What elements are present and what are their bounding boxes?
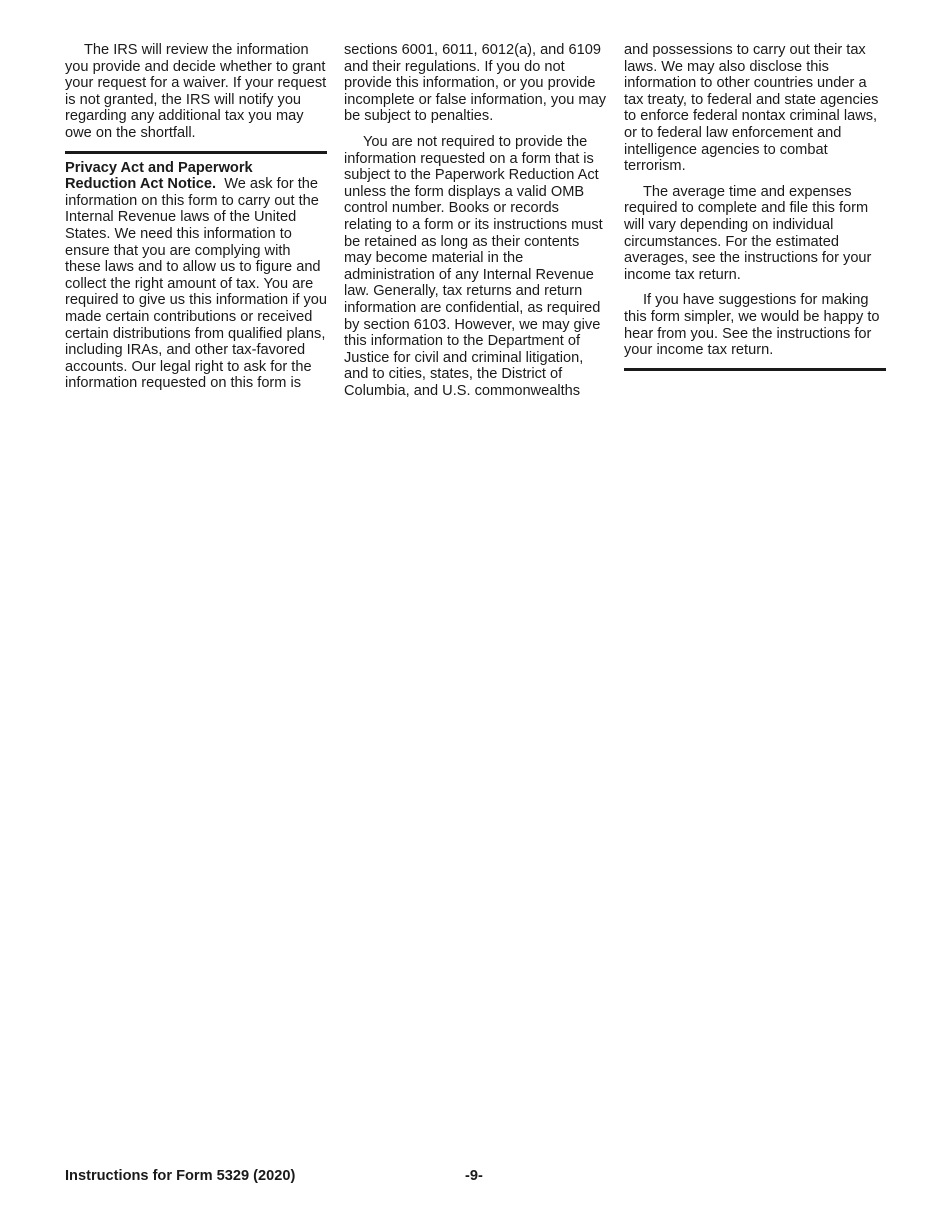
- privacy-act-paragraph: [65, 160, 327, 392]
- column-1: [65, 42, 327, 401]
- disclosure-continuation: and possessions to carry out their tax laws. We may also disclose this information to other countries under a tax treaty, to federal and state agencies to enforce federal nontax criminal laws, or to federal law enforcement and intelligence agencies to combat terrorism.: [624, 42, 879, 175]
- privacy-act-text: We ask for the information on this form to carry out the Internal Revenue laws of the United States. We need this information to ensure that you are complying with these laws and to allow us to figure and collect the right amount of tax. You are required to give us this information if you made certain contributions or received certain distributions from qualified plans, including IRAs, and other tax-favored accounts. Our legal right to ask for the information requested on this form is: [65, 176, 328, 392]
- average-time-paragraph: The average time and expenses required to complete and file this form will vary depending on individual circumstances. For the estimated averages, see the instructions for your income tax return.: [624, 183, 872, 283]
- section-divider: [65, 151, 327, 154]
- footer-form-title: Instructions for Form 5329 (2020): [65, 1168, 296, 1184]
- waiver-review-paragraph: The IRS will review the information you provide and decide whether to grant your request for a waiver. If your request is not granted, the IRS will notify you regarding any additional tax you may owe on the shortfall.: [65, 42, 327, 141]
- column-2: [344, 42, 606, 408]
- column-3: [624, 42, 886, 377]
- omb-paragraph: You are not required to provide the information requested on a form that is subject to the Paperwork Reduction Act unless the form displays a valid OMB control number. Books or records relating to a form or its instructions must be retained as long as their contents may become material in the administration of any Internal Revenue law. Generally, tax returns and return information are confidential, as required by section 6103. However, we may give this information to the Department of Justice for civil and criminal litigation, and to cities, states, the District of Columbia, and U.S. commonwealths: [344, 133, 603, 399]
- privacy-act-heading: Privacy Act and Paperwork Reduction Act Notice.: [65, 159, 253, 193]
- page-number: -9-: [465, 1168, 483, 1184]
- suggestions-paragraph: If you have suggestions for making this form simpler, we would be happy to hear from you. See the instructions for your income tax return.: [624, 292, 880, 359]
- legal-right-continuation: sections 6001, 6011, 6012(a), and 6109 and their regulations. If you do not provide this information, or you provide incomplete or false information, you may be subject to penalties.: [344, 42, 606, 125]
- end-of-section-rule: [624, 368, 886, 371]
